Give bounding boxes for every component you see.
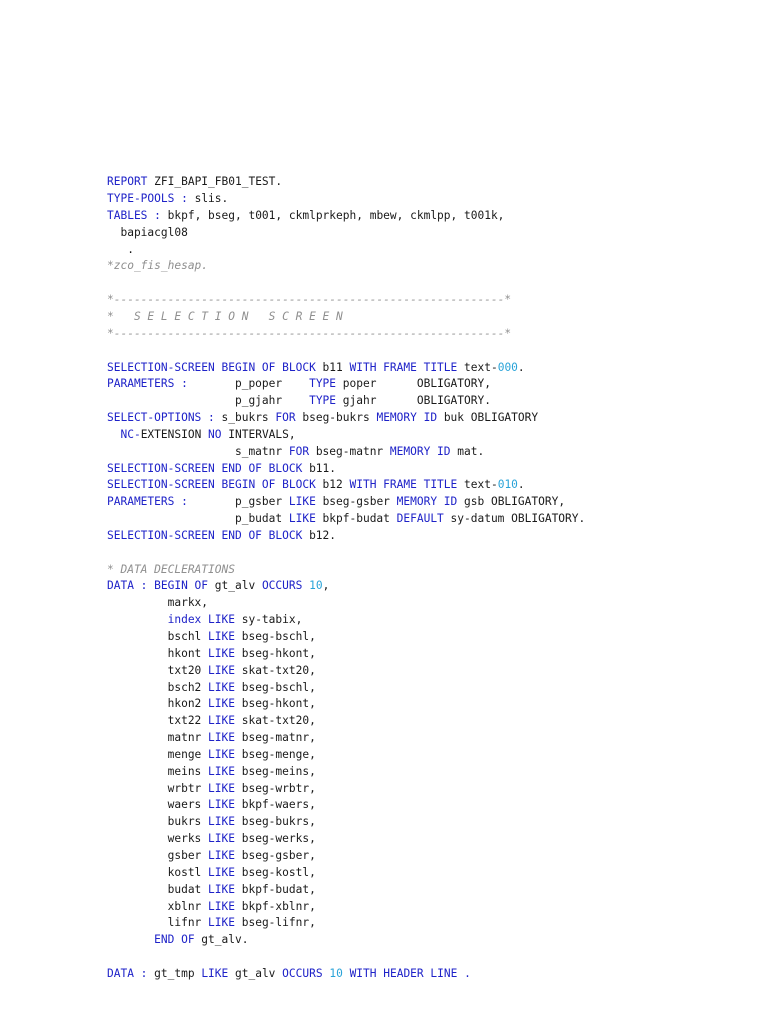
code-token: LIKE bbox=[208, 832, 235, 846]
code-token: LIKE bbox=[201, 966, 229, 980]
code-token: skat-txt20, bbox=[235, 663, 316, 677]
code-line bbox=[107, 713, 757, 730]
code-token: bseg-bschl, bbox=[235, 630, 316, 643]
code-token: LIKE bbox=[208, 697, 235, 711]
code-token: LIKE bbox=[208, 714, 235, 728]
code-token: LIKE bbox=[208, 899, 235, 913]
code-token: MEMORY ID bbox=[389, 444, 451, 458]
code-token: xblnr bbox=[107, 899, 209, 913]
code-token: : bbox=[147, 208, 168, 222]
code-line bbox=[107, 258, 757, 275]
code-line bbox=[107, 174, 757, 191]
code-token: gjahr OBLIGATORY. bbox=[336, 394, 491, 408]
code-token: WITH HEADER LINE . bbox=[349, 966, 471, 980]
code-token: SELECT-OPTIONS : bbox=[107, 411, 215, 425]
code-token: LIKE bbox=[208, 764, 235, 778]
code-token: OCCURS bbox=[282, 966, 323, 980]
code-line bbox=[107, 427, 757, 444]
code-token: INTERVALS, bbox=[221, 427, 296, 441]
code-token: SELECTION-SCREEN END OF BLOCK bbox=[107, 461, 303, 475]
code-token: sy-tabix, bbox=[234, 613, 303, 627]
code-token: text- bbox=[457, 360, 498, 374]
code-line bbox=[107, 612, 757, 629]
code-token: bkpf-budat, bbox=[235, 882, 316, 896]
code-line bbox=[107, 696, 757, 713]
code-token: txt22 bbox=[107, 714, 209, 728]
code-token: SELECTION-SCREEN BEGIN OF BLOCK bbox=[107, 478, 316, 492]
code-token: text- bbox=[457, 478, 498, 492]
code-token: wrbtr bbox=[107, 781, 209, 795]
code-token: PARAMETERS : bbox=[107, 495, 188, 509]
code-token: DATA : bbox=[107, 966, 148, 980]
code-token: DEFAULT bbox=[396, 512, 444, 526]
code-token: SELECTION-SCREEN BEGIN OF BLOCK bbox=[107, 360, 316, 374]
code-token: gsber bbox=[107, 848, 209, 862]
code-token: . bbox=[517, 360, 525, 374]
code-token: REPORT bbox=[107, 175, 148, 189]
code-token: menge bbox=[107, 747, 209, 761]
code-token: b12. bbox=[302, 528, 337, 542]
code-token: LIKE bbox=[208, 646, 235, 660]
code-token: bseg-bschl, bbox=[235, 680, 316, 694]
code-token: LIKE bbox=[208, 630, 235, 643]
code-token bbox=[343, 967, 350, 980]
code-token: NO bbox=[208, 427, 222, 441]
code-token: bsch2 bbox=[107, 680, 209, 694]
code-token: LIKE bbox=[208, 798, 235, 812]
code-token: bseg-bukrs, bbox=[235, 815, 316, 829]
code-line bbox=[107, 629, 757, 646]
code-line bbox=[107, 528, 757, 545]
code-token: bkpf-xblnr, bbox=[235, 899, 316, 913]
code-token: bkpf-waers, bbox=[235, 798, 316, 812]
code-token: WITH FRAME TITLE bbox=[349, 360, 458, 374]
code-token: MEMORY ID bbox=[396, 495, 458, 509]
code-token: mat. bbox=[450, 444, 485, 458]
code-token: TYPE bbox=[309, 394, 337, 408]
code-token: bseg-werks, bbox=[235, 832, 316, 846]
code-line bbox=[107, 781, 757, 798]
code-token: s_matnr bbox=[107, 444, 289, 458]
code-line bbox=[107, 360, 757, 377]
code-token: : bbox=[174, 192, 195, 206]
code-token: gsb OBLIGATORY, bbox=[457, 495, 566, 509]
code-token: bseg-gsber, bbox=[235, 848, 316, 862]
code-line bbox=[107, 848, 757, 865]
code-token: *zco_fis_hesap. bbox=[107, 259, 209, 273]
code-token: bschl bbox=[107, 630, 209, 643]
code-line bbox=[107, 646, 757, 663]
code-token: ZFI_BAPI_FB01_TEST. bbox=[147, 175, 283, 189]
code-line bbox=[107, 663, 757, 680]
code-line bbox=[107, 461, 757, 478]
code-token: meins bbox=[107, 764, 209, 778]
code-line bbox=[107, 764, 757, 781]
code-token: *----------------------------------------------------------* bbox=[107, 293, 512, 307]
code-token: p_gsber bbox=[187, 495, 289, 509]
code-line bbox=[107, 578, 757, 595]
code-token: bseg-wrbtr, bbox=[235, 781, 316, 795]
code-line bbox=[107, 915, 757, 932]
code-token: budat bbox=[107, 882, 209, 896]
code-token: p_budat bbox=[107, 512, 289, 526]
code-token: sy-datum OBLIGATORY. bbox=[443, 512, 586, 526]
code-token: LIKE bbox=[288, 512, 316, 526]
code-listing bbox=[107, 90, 757, 983]
code-token: PARAMETERS : bbox=[107, 377, 188, 391]
code-token: LIKE bbox=[208, 865, 235, 879]
code-line bbox=[107, 141, 757, 158]
code-line bbox=[107, 309, 757, 326]
code-token: EXTENSION bbox=[140, 427, 209, 441]
code-token: LIKE bbox=[208, 731, 235, 745]
code-line bbox=[107, 124, 757, 141]
code-token: . bbox=[517, 478, 525, 492]
code-token: gt_tmp bbox=[147, 966, 202, 980]
code-line bbox=[107, 275, 757, 292]
code-token: FOR bbox=[275, 411, 296, 425]
code-token: 10 bbox=[329, 966, 343, 980]
code-token: bapiacgl08 bbox=[107, 225, 188, 239]
code-line bbox=[107, 343, 757, 360]
code-token: OCCURS bbox=[261, 579, 303, 593]
code-token: WITH FRAME TITLE bbox=[349, 478, 458, 492]
code-token: * DATA DECLERATIONS bbox=[107, 562, 235, 576]
code-token: werks bbox=[107, 832, 209, 846]
code-token: gt_alv bbox=[228, 966, 283, 980]
code-token: buk OBLIGATORY bbox=[437, 411, 539, 425]
code-token: LIKE bbox=[208, 680, 235, 694]
code-line bbox=[107, 932, 757, 949]
code-token: waers bbox=[107, 798, 209, 812]
code-token: s_bukrs bbox=[214, 411, 276, 425]
code-token: p_gjahr bbox=[107, 394, 310, 408]
code-line bbox=[107, 477, 757, 494]
code-token: 010 bbox=[497, 478, 518, 492]
code-token: txt20 bbox=[107, 663, 209, 677]
code-token: , bbox=[322, 579, 330, 593]
code-token: FOR bbox=[288, 444, 310, 458]
code-line bbox=[107, 949, 757, 966]
code-line bbox=[107, 966, 757, 983]
code-line bbox=[107, 899, 757, 916]
code-line bbox=[107, 242, 757, 259]
code-line bbox=[107, 191, 757, 208]
code-token: bseg-lifnr, bbox=[235, 916, 316, 930]
code-line bbox=[107, 157, 757, 174]
code-token: index LIKE bbox=[107, 613, 235, 627]
code-token: hkont bbox=[107, 646, 209, 660]
code-line bbox=[107, 292, 757, 309]
code-token: slis. bbox=[194, 192, 229, 206]
code-line bbox=[107, 410, 757, 427]
code-token: gt_alv. bbox=[194, 933, 249, 947]
code-line bbox=[107, 680, 757, 697]
code-token: SELECTION-SCREEN END OF BLOCK bbox=[107, 528, 303, 542]
code-token: LIKE bbox=[208, 882, 235, 896]
code-token: NC- bbox=[107, 427, 141, 441]
code-token: . bbox=[107, 242, 134, 256]
code-token: bukrs bbox=[107, 815, 209, 829]
code-token: b11. bbox=[302, 461, 337, 475]
code-line bbox=[107, 865, 757, 882]
code-line bbox=[107, 545, 757, 562]
code-token: TYPE bbox=[309, 377, 337, 391]
code-token: LIKE bbox=[208, 663, 235, 677]
code-token: DATA : BEGIN OF bbox=[107, 579, 209, 593]
code-token: LIKE bbox=[208, 747, 235, 761]
code-line bbox=[107, 444, 757, 461]
code-token: gt_alv bbox=[208, 579, 262, 593]
code-token: bseg-menge, bbox=[235, 747, 316, 761]
code-token: *----------------------------------------------------------* bbox=[107, 326, 512, 340]
code-token: bseg-gsber bbox=[315, 495, 397, 509]
code-line bbox=[107, 730, 757, 747]
code-token: MEMORY ID bbox=[376, 411, 438, 425]
code-token: LIKE bbox=[208, 916, 235, 930]
code-line bbox=[107, 90, 757, 107]
code-token: bseg-bukrs bbox=[295, 411, 377, 425]
code-token: kostl bbox=[107, 865, 209, 879]
code-token: END OF bbox=[107, 933, 195, 947]
code-token: bseg-hkont, bbox=[235, 646, 316, 660]
code-line bbox=[107, 511, 757, 528]
code-token: markx, bbox=[107, 596, 209, 610]
code-line bbox=[107, 208, 757, 225]
code-token: bseg-hkont, bbox=[235, 697, 316, 711]
code-token: LIKE bbox=[208, 781, 235, 795]
code-token: LIKE bbox=[208, 848, 235, 862]
code-line bbox=[107, 747, 757, 764]
code-line bbox=[107, 326, 757, 343]
code-token: LIKE bbox=[208, 815, 235, 829]
code-line bbox=[107, 107, 757, 124]
code-line bbox=[107, 797, 757, 814]
code-token: bkpf, bseg, t001, ckmlprkeph, mbew, ckmlpp, t001k, bbox=[167, 208, 505, 222]
code-line bbox=[107, 562, 757, 579]
code-token: TYPE-POOLS bbox=[107, 192, 175, 206]
code-token: hkon2 bbox=[107, 697, 209, 711]
code-line bbox=[107, 882, 757, 899]
code-token: LIKE bbox=[288, 495, 316, 509]
code-token: b12 bbox=[315, 478, 350, 492]
code-line bbox=[107, 376, 757, 393]
code-token: skat-txt20, bbox=[235, 714, 316, 728]
code-token: bseg-matnr bbox=[309, 444, 390, 458]
code-token: lifnr bbox=[107, 916, 209, 930]
code-token: 000 bbox=[497, 360, 518, 374]
code-token: TABLES bbox=[107, 208, 148, 222]
code-token: bseg-kostl, bbox=[235, 865, 316, 879]
code-line bbox=[107, 393, 757, 410]
code-token: 10 bbox=[309, 579, 323, 593]
code-token: bseg-meins, bbox=[235, 764, 316, 778]
code-line bbox=[107, 814, 757, 831]
code-token: p_poper bbox=[187, 377, 310, 391]
code-token: poper OBLIGATORY, bbox=[336, 377, 491, 391]
code-line bbox=[107, 225, 757, 242]
code-token: bseg-matnr, bbox=[235, 731, 316, 745]
code-token: * S E L E C T I O N S C R E E N bbox=[107, 309, 343, 323]
code-line bbox=[107, 494, 757, 511]
code-token: bkpf-budat bbox=[315, 512, 397, 526]
code-line bbox=[107, 595, 757, 612]
code-token: matnr bbox=[107, 731, 209, 745]
code-line bbox=[107, 831, 757, 848]
code-token: b11 bbox=[315, 360, 350, 374]
